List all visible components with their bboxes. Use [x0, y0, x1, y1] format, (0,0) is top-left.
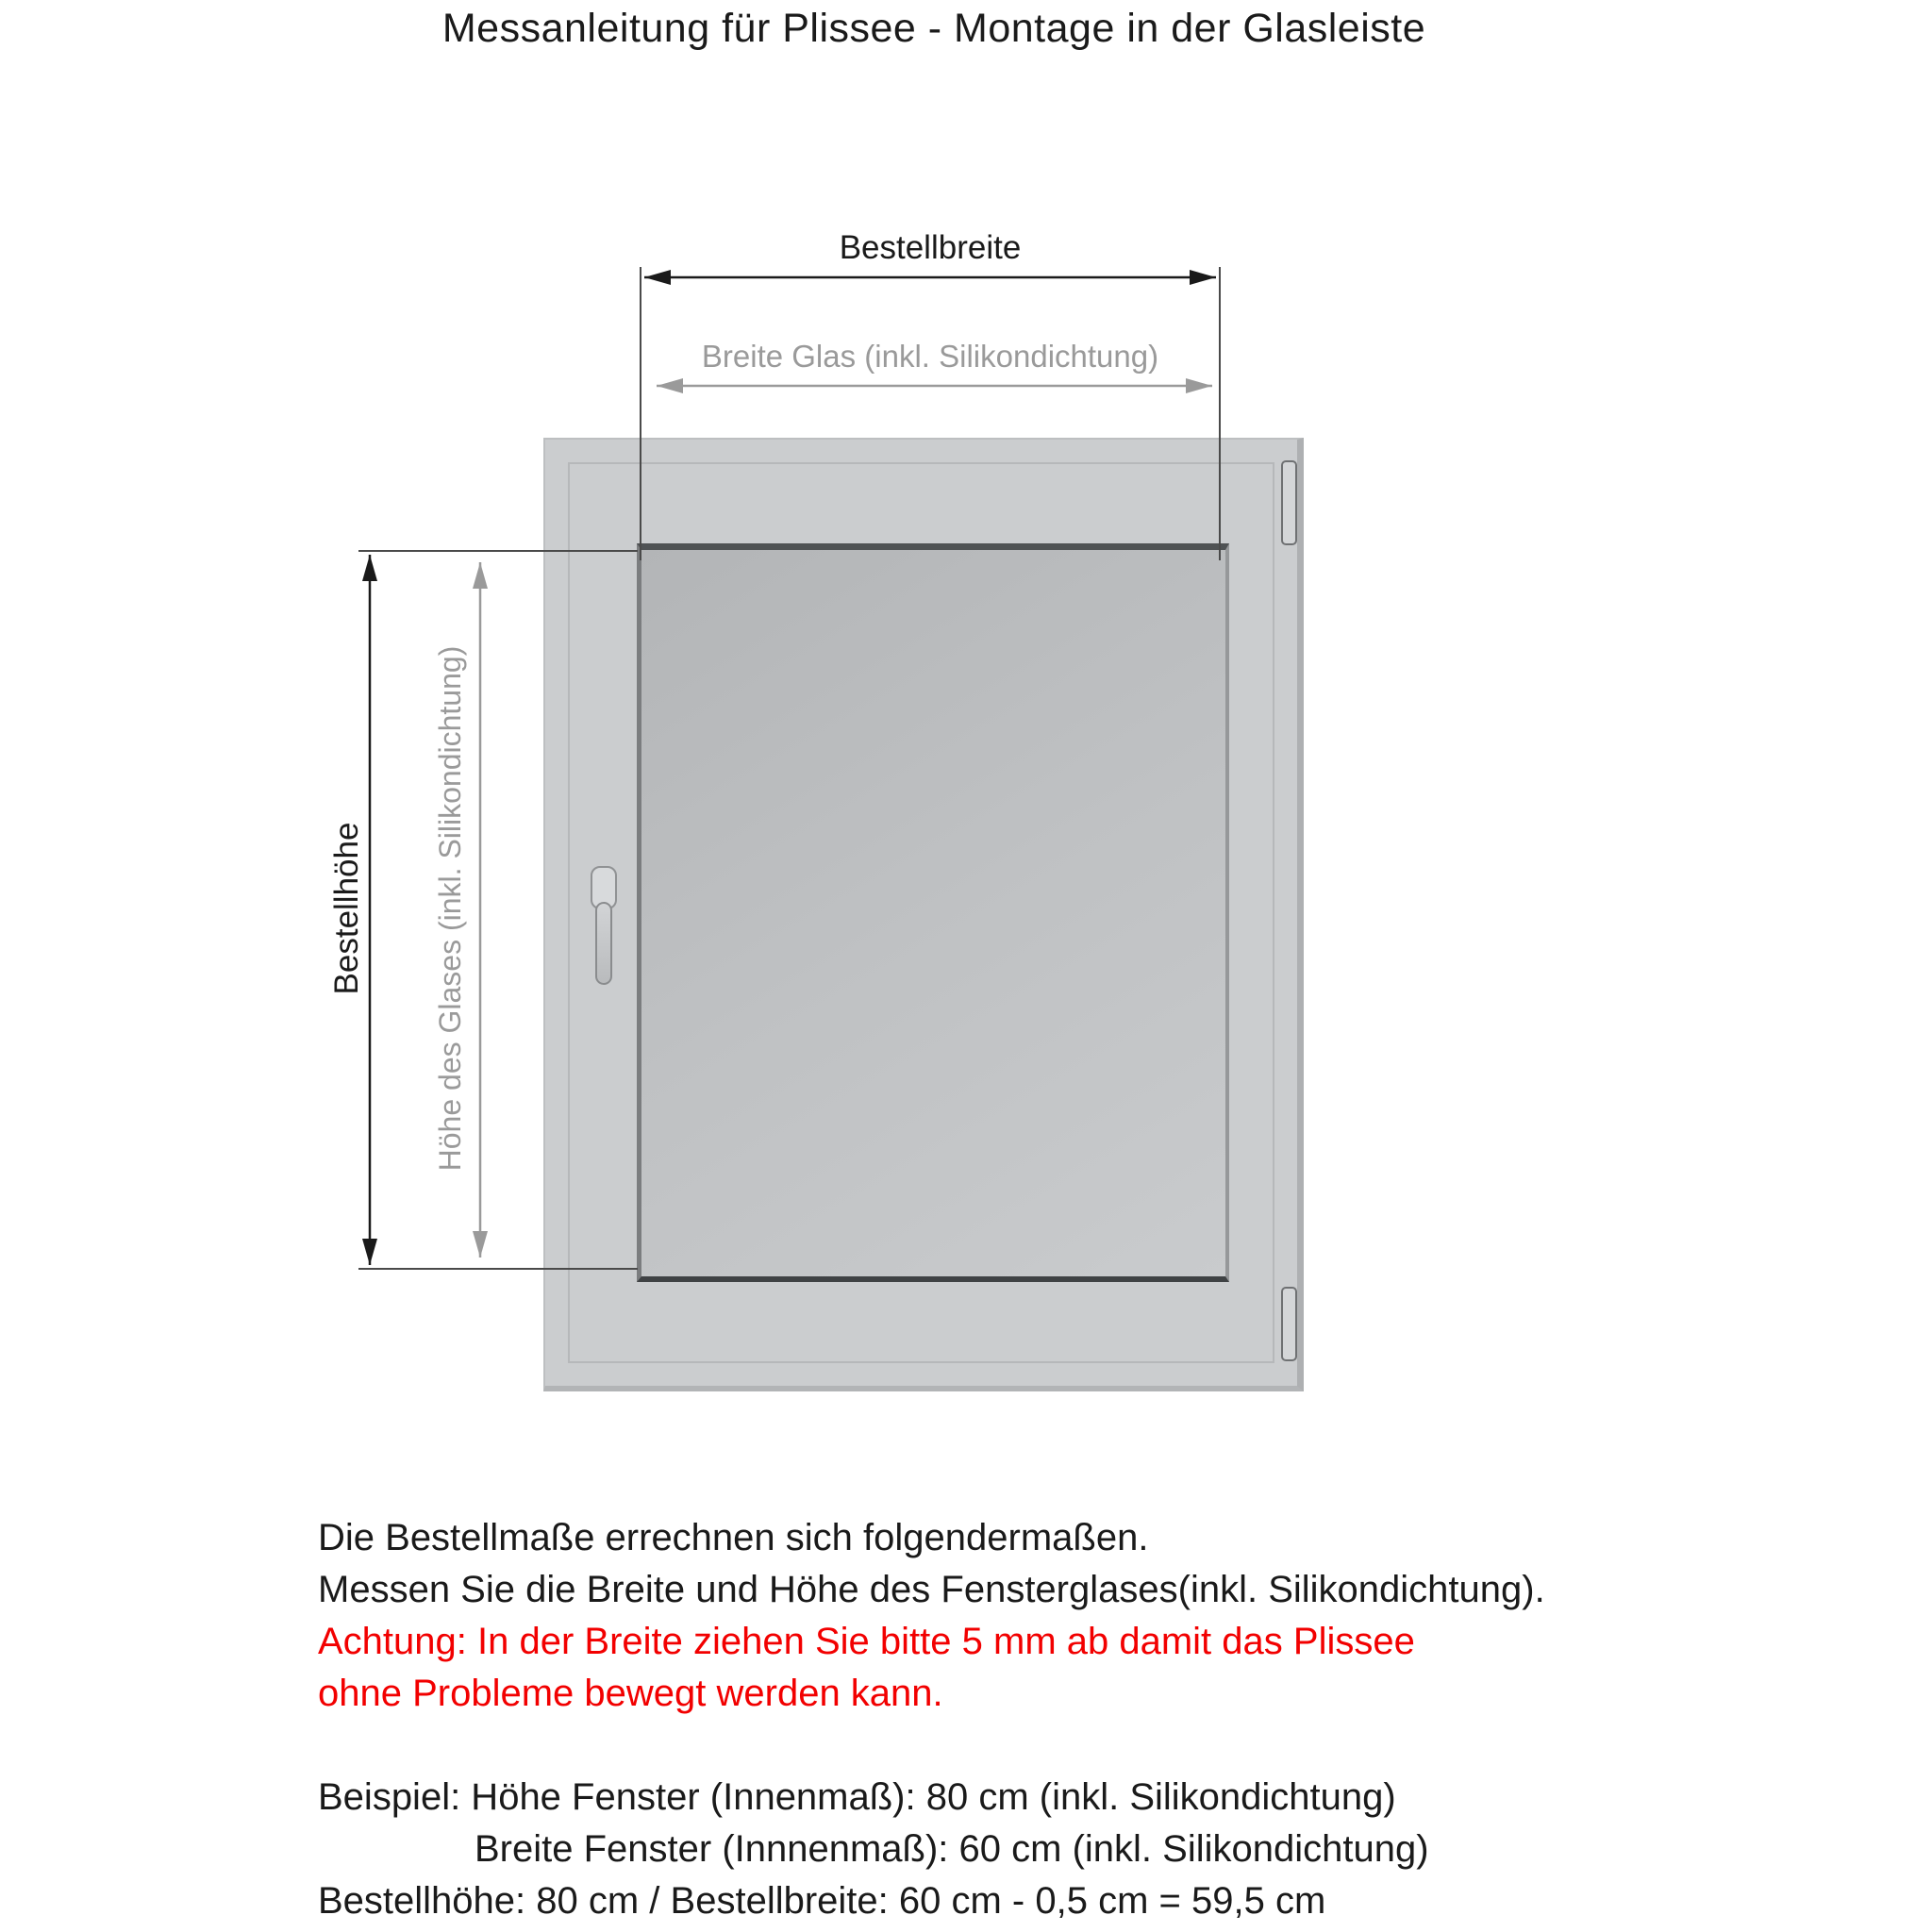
page-title: Messanleitung für Plissee - Montage in der Glasleiste [441, 6, 1426, 51]
spacer [318, 1720, 1733, 1772]
example-line-3: Bestellhöhe: 80 cm / Bestellbreite: 60 cm - 0,5 cm = 59,5 cm [318, 1880, 1326, 1922]
window-glass [637, 543, 1229, 1282]
label-hoehe-glas: Höhe des Glases (inkl. Silikondichtung) [433, 645, 467, 1172]
window-frame [543, 438, 1304, 1391]
label-bestellhoehe: Bestellhöhe [328, 822, 365, 995]
window-handle-grip [595, 902, 612, 985]
instruction-line-1: Die Bestellmaße errechnen sich folgendermaßen. [318, 1517, 1149, 1558]
label-bestellbreite: Bestellbreite [839, 229, 1022, 266]
window-handle [591, 866, 623, 991]
hinge-bottom-icon [1281, 1287, 1297, 1361]
example-line-2: Breite Fenster (Innnenmaß): 60 cm (inkl. Silikondichtung) [475, 1828, 1429, 1870]
instructions-block [318, 1512, 1733, 1927]
label-breite-glas: Breite Glas (inkl. Silikondichtung) [701, 339, 1159, 374]
instruction-line-2: Messen Sie die Breite und Höhe des Fensterglases(inkl. Silikondichtung). [318, 1569, 1545, 1610]
warning-line-2: ohne Probleme bewegt werden kann. [318, 1673, 943, 1714]
hinge-top-icon [1281, 460, 1297, 545]
warning-line-1: Achtung: In der Breite ziehen Sie bitte 5 mm ab damit das Plissee [318, 1621, 1415, 1662]
example-line-1: Beispiel: Höhe Fenster (Innenmaß): 80 cm (inkl. Silikondichtung) [318, 1776, 1396, 1818]
